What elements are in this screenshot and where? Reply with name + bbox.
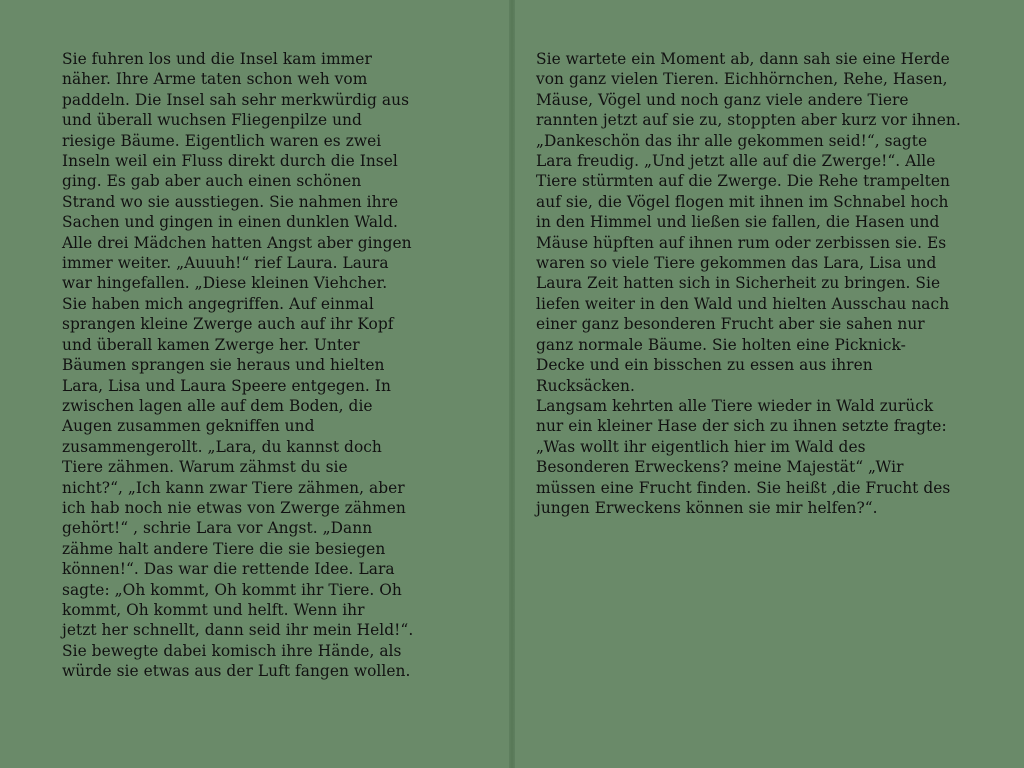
text-line: Sie wartete ein Moment ab, dann sah sie eine Herde [536, 50, 950, 68]
text-line: ganz normale Bäume. Sie holten eine Picknick- [536, 335, 906, 354]
text-line: von ganz vielen Tieren. Eichhörnchen, Rehe, Hasen, [536, 70, 948, 89]
text-line: näher. Ihre Arme taten schon weh vom [62, 70, 368, 89]
text-line: Langsam kehrten alle Tiere wieder in Wald zurück [536, 396, 934, 415]
right-page [515, 0, 1024, 768]
text-line: sprangen kleine Zwerge auch auf ihr Kopf [62, 315, 394, 334]
text-line: müssen eine Frucht finden. Sie heißt ‚die Frucht des [536, 478, 951, 497]
text-line: Alle drei Mädchen hatten Angst aber gingen [62, 233, 412, 252]
text-line: und überall wuchsen Fliegenpilze und [62, 111, 362, 130]
text-line: war hingefallen. „Diese kleinen Viehcher. [62, 274, 388, 293]
text-line: einer ganz besonderen Frucht aber sie sahen nur [536, 315, 925, 334]
text-line: Besonderen Erweckens? meine Majestät“ „Wir [536, 458, 904, 477]
text-line: Inseln weil ein Fluss direkt durch die Insel [62, 152, 398, 171]
text-line: Rucksäcken. [536, 376, 635, 395]
text-line: sagte: „Oh kommt, Oh kommt ihr Tiere. Oh [62, 580, 402, 599]
text-line: nur ein kleiner Hase der sich zu ihnen setzte fragte: [536, 417, 947, 436]
text-line: „Was wollt ihr eigentlich hier im Wald des [536, 437, 866, 456]
text-line: auf sie, die Vögel flogen mit ihnen im Schnabel hoch [536, 192, 949, 211]
text-line: jetzt her schnellt, dann seid ihr mein Held!“. [62, 621, 414, 640]
text-line: jungen Erweckens können sie mir helfen?“. [536, 498, 878, 517]
text-line: paddeln. Die Insel sah sehr merkwürdig aus [62, 90, 410, 109]
text-line: immer weiter. „Auuuh!“ rief Laura. Laura [62, 254, 389, 273]
text-line: Lara freudig. „Und jetzt alle auf die Zwerge!“. Alle [536, 152, 936, 171]
text-line: rannten jetzt auf sie zu, stoppten aber kurz vor ihnen. [536, 111, 961, 130]
text-line: Decke und ein bisschen zu essen aus ihren [536, 356, 873, 375]
text-line: Laura Zeit hatten sich in Sicherheit zu bringen. Sie [536, 274, 941, 293]
left-page [0, 0, 509, 768]
text-line: zwischen lagen alle auf dem Boden, die [62, 396, 373, 415]
text-line: Sie haben mich angegriffen. Auf einmal [62, 294, 374, 313]
text-line: können!“. Das war die rettende Idee. Lara [62, 560, 395, 579]
text-line: würde sie etwas aus der Luft fangen wollen. [62, 662, 411, 681]
text-line: ich hab noch nie etwas von Zwerge zähmen [62, 498, 406, 517]
text-line: riesige Bäume. Eigentlich waren es zwei [62, 131, 382, 150]
text-line: Augen zusammen gekniffen und [62, 417, 315, 436]
text-line: Mäuse hüpften auf ihnen rum oder zerbissen sie. Es [536, 233, 947, 252]
text-line: kommt, Oh kommt und helft. Wenn ihr [62, 600, 365, 619]
text-line: „Dankeschön das ihr alle gekommen seid!“, sagte [536, 131, 928, 150]
text-line: Tiere stürmten auf die Zwerge. Die Rehe trampelten [536, 172, 950, 191]
text-line: Sie fuhren los und die Insel kam immer [62, 50, 372, 68]
text-line: ging. Es gab aber auch einen schönen [62, 172, 362, 191]
text-line: Sachen und gingen in einen dunklen Wald. [62, 213, 398, 232]
text-line: Strand wo sie ausstiegen. Sie nahmen ihre [62, 192, 399, 211]
text-line: Tiere zähmen. Warum zähmst du sie [62, 458, 348, 477]
text-line: zusammengerollt. „Lara, du kannst doch [62, 437, 382, 456]
text-line: nicht?“, „Ich kann zwar Tiere zähmen, aber [62, 478, 405, 497]
text-line: Bäumen sprangen sie heraus und hielten [62, 356, 385, 375]
text-line: waren so viele Tiere gekommen das Lara, Lisa und [536, 254, 937, 273]
text-line: und überall kamen Zwerge her. Unter [62, 335, 360, 354]
text-line: Sie bewegte dabei komisch ihre Hände, als [62, 641, 402, 660]
text-line: liefen weiter in den Wald und hielten Ausschau nach [536, 294, 950, 313]
text-line: gehört!“ , schrie Lara vor Angst. „Dann [62, 519, 373, 538]
text-line: in den Himmel und ließen sie fallen, die Hasen und [536, 213, 940, 232]
text-line: zähme halt andere Tiere die sie besiegen [62, 539, 386, 558]
text-line: Lara, Lisa und Laura Speere entgegen. In [62, 376, 391, 395]
text-line: Mäuse, Vögel und noch ganz viele andere Tiere [536, 90, 909, 109]
